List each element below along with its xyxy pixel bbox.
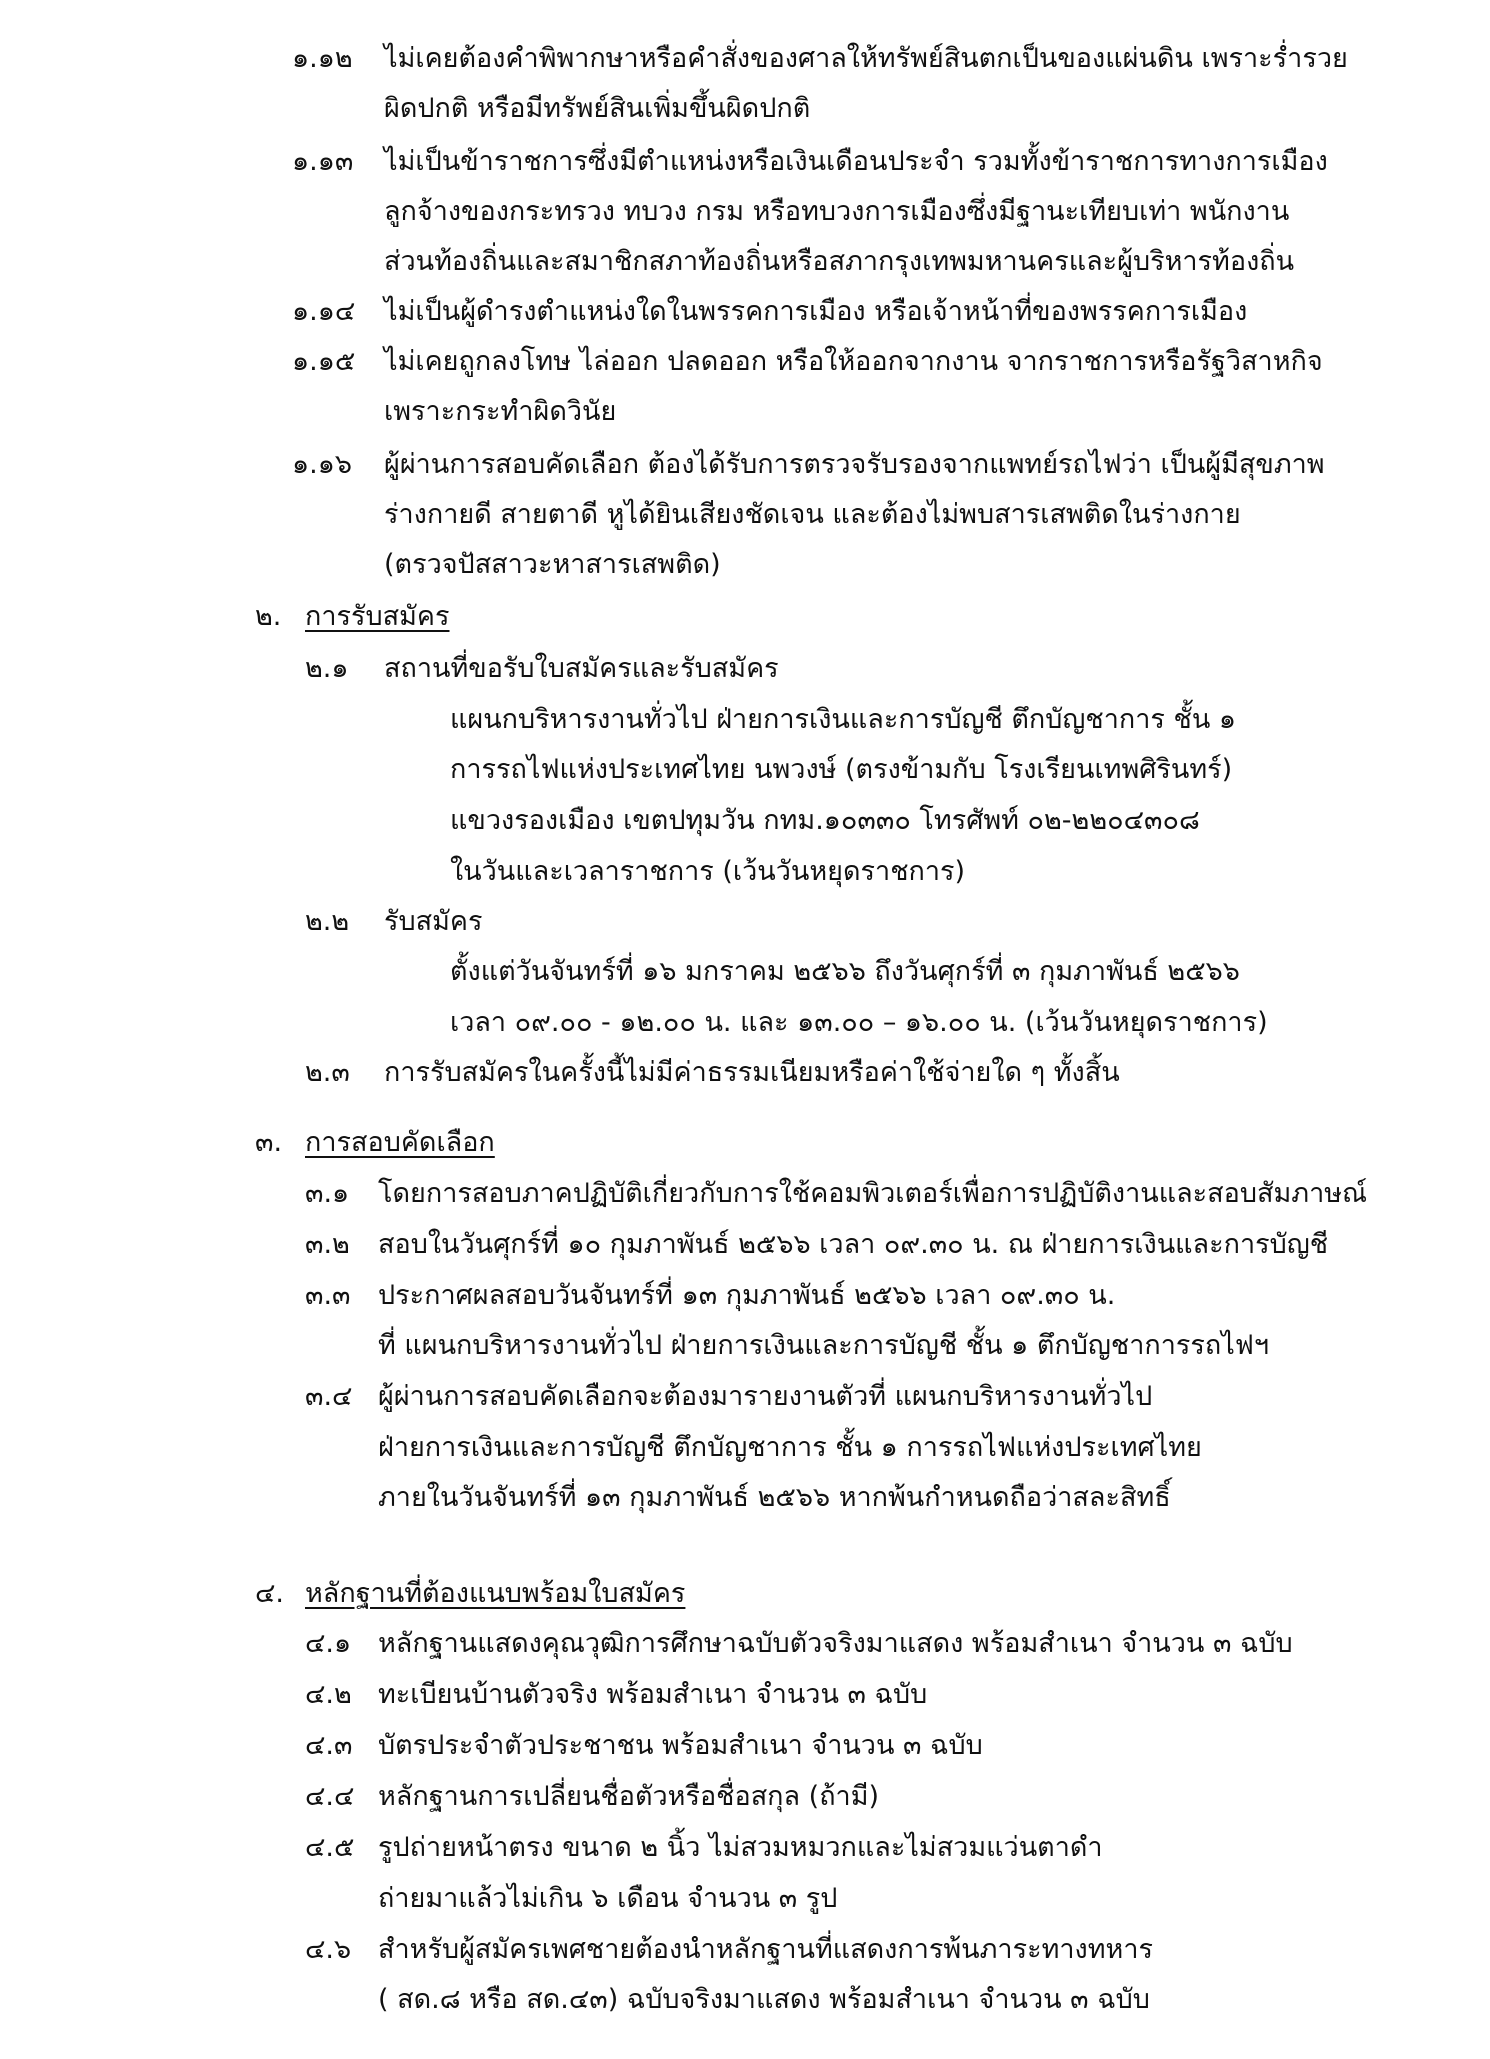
item-detail-line: แผนกบริหารงานทั่วไป ฝ่ายการเงินและการบัญชี ตึกบัญชาการ ชั้น ๑ [450,704,1236,735]
item-number: ๒.๓ [305,1057,350,1088]
item-detail-line: เวลา ๐๙.๐๐ - ๑๒.๐๐ น. และ ๑๓.๐๐ – ๑๖.๐๐ น. (เว้นวันหยุดราชการ) [450,1007,1268,1038]
item-number: ๔.๖ [305,1934,352,1965]
item-text-line: การรับสมัครในครั้งนี้ไม่มีค่าธรรมเนียมหรือค่าใช้จ่ายใด ๆ ทั้งสิ้น [384,1057,1120,1088]
item-text-line: ไม่เป็นข้าราชการซึ่งมีตำแหน่งหรือเงินเดือนประจำ รวมทั้งข้าราชการทางการเมือง [384,146,1328,177]
item-text-line: เพราะกระทำผิดวินัย [384,396,617,427]
item-detail-line: ตั้งแต่วันจันทร์ที่ ๑๖ มกราคม ๒๕๖๖ ถึงวันศุกร์ที่ ๓ กุมภาพันธ์ ๒๕๖๖ [450,956,1240,987]
item-detail-line: การรถไฟแห่งประเทศไทย นพวงษ์ (ตรงข้ามกับ โรงเรียนเทพศิรินทร์) [450,754,1233,785]
item-text-line: รูปถ่ายหน้าตรง ขนาด ๒ นิ้ว ไม่สวมหมวกและไม่สวมแว่นตาดำ [378,1832,1103,1863]
item-text-line: สำหรับผู้สมัครเพศชายต้องนำหลักฐานที่แสดงการพ้นภาระทางทหาร [378,1934,1153,1965]
item-number: ๒.๒ [305,906,350,937]
section-number: ๒. [255,601,282,632]
item-text-line: ลูกจ้างของกระทรวง ทบวง กรม หรือทบวงการเมืองซึ่งมีฐานะเทียบเท่า พนักงาน [384,196,1290,227]
item-text-line: โดยการสอบภาคปฏิบัติเกี่ยวกับการใช้คอมพิวเตอร์เพื่อการปฏิบัติงานและสอบสัมภาษณ์ [378,1178,1368,1209]
item-text-line: ฝ่ายการเงินและการบัญชี ตึกบัญชาการ ชั้น ๑ การรถไฟแห่งประเทศไทย [378,1432,1202,1463]
item-number: ๒.๑ [305,653,349,684]
item-text-line: หลักฐานแสดงคุณวุฒิการศึกษาฉบับตัวจริงมาแสดง พร้อมสำเนา จำนวน ๓ ฉบับ [378,1628,1293,1659]
item-text-line: สถานที่ขอรับใบสมัครและรับสมัคร [384,653,779,684]
item-text-line: ถ่ายมาแล้วไม่เกิน ๖ เดือน จำนวน ๓ รูป [378,1883,838,1914]
item-text-line: (ตรวจปัสสาวะหาสารเสพติด) [384,549,721,580]
item-text-line: ไม่เคยต้องคำพิพากษาหรือคำสั่งของศาลให้ทรัพย์สินตกเป็นของแผ่นดิน เพราะร่ำรวย [384,43,1348,74]
section-heading: การรับสมัคร [305,601,450,632]
item-text-line: ร่างกายดี สายตาดี หูได้ยินเสียงชัดเจน และต้องไม่พบสารเสพติดในร่างกาย [384,499,1241,530]
item-text-line: ไม่เคยถูกลงโทษ ไล่ออก ปลดออก หรือให้ออกจากงาน จากราชการหรือรัฐวิสาหกิจ [384,346,1323,377]
item-number: ๔.๓ [305,1730,353,1761]
item-number: ๔.๒ [305,1679,352,1710]
item-detail-line: แขวงรองเมือง เขตปทุมวัน กทม.๑๐๓๓๐ โทรศัพท์ ๐๒-๒๒๐๔๓๐๘ [450,805,1200,836]
item-text-line: ผู้ผ่านการสอบคัดเลือก ต้องได้รับการตรวจรับรองจากแพทย์รถไฟว่า เป็นผู้มีสุขภาพ [384,449,1325,480]
item-text-line: ที่ แผนกบริหารงานทั่วไป ฝ่ายการเงินและการบัญชี ชั้น ๑ ตึกบัญชาการรถไฟฯ [378,1330,1270,1361]
item-number: ๓.๓ [305,1280,351,1311]
item-text-line: ผิดปกติ หรือมีทรัพย์สินเพิ่มขึ้นผิดปกติ [384,93,811,124]
item-detail-line: ในวันและเวลาราชการ (เว้นวันหยุดราชการ) [450,856,966,887]
section-heading: หลักฐานที่ต้องแนบพร้อมใบสมัคร [305,1578,686,1609]
item-number: ๑.๑๔ [292,296,356,327]
item-number: ๔.๕ [305,1832,355,1863]
item-number: ๓.๔ [305,1381,353,1412]
item-text-line: ทะเบียนบ้านตัวจริง พร้อมสำเนา จำนวน ๓ ฉบับ [378,1679,928,1710]
item-text-line: หลักฐานการเปลี่ยนชื่อตัวหรือชื่อสกุล (ถ้ามี) [378,1781,880,1812]
item-number: ๑.๑๒ [292,43,353,74]
section-number: ๔. [255,1578,285,1609]
item-number: ๑.๑๓ [292,146,354,177]
item-number: ๑.๑๕ [292,346,356,377]
item-text-line: ไม่เป็นผู้ดำรงตำแหน่งใดในพรรคการเมือง หรือเจ้าหน้าที่ของพรรคการเมือง [384,296,1248,327]
item-number: ๔.๑ [305,1628,352,1659]
item-text-line: สอบในวันศุกร์ที่ ๑๐ กุมภาพันธ์ ๒๕๖๖ เวลา ๐๙.๓๐ น. ณ ฝ่ายการเงินและการบัญชี [378,1229,1329,1260]
item-text-line: ส่วนท้องถิ่นและสมาชิกสภาท้องถิ่นหรือสภากรุงเทพมหานครและผู้บริหารท้องถิ่น [384,246,1295,277]
item-text-line: ภายในวันจันทร์ที่ ๑๓ กุมภาพันธ์ ๒๕๖๖ หากพ้นกำหนดถือว่าสละสิทธิ์ [378,1482,1171,1513]
item-text-line: ผู้ผ่านการสอบคัดเลือกจะต้องมารายงานตัวที่ แผนกบริหารงานทั่วไป [378,1381,1153,1412]
item-number: ๓.๒ [305,1229,350,1260]
item-text-line: รับสมัคร [384,906,483,937]
section-heading: การสอบคัดเลือก [305,1127,495,1158]
item-number: ๓.๑ [305,1178,350,1209]
item-number: ๑.๑๖ [292,449,352,480]
item-text-line: ประกาศผลสอบวันจันทร์ที่ ๑๓ กุมภาพันธ์ ๒๕๖๖ เวลา ๐๙.๓๐ น. [378,1280,1116,1311]
item-number: ๔.๔ [305,1781,355,1812]
item-text-line: ( สด.๘ หรือ สด.๔๓) ฉบับจริงมาแสดง พร้อมสำเนา จำนวน ๓ ฉบับ [378,1984,1150,2015]
item-text-line: บัตรประจำตัวประชาชน พร้อมสำเนา จำนวน ๓ ฉบับ [378,1730,983,1761]
section-number: ๓. [255,1127,283,1158]
